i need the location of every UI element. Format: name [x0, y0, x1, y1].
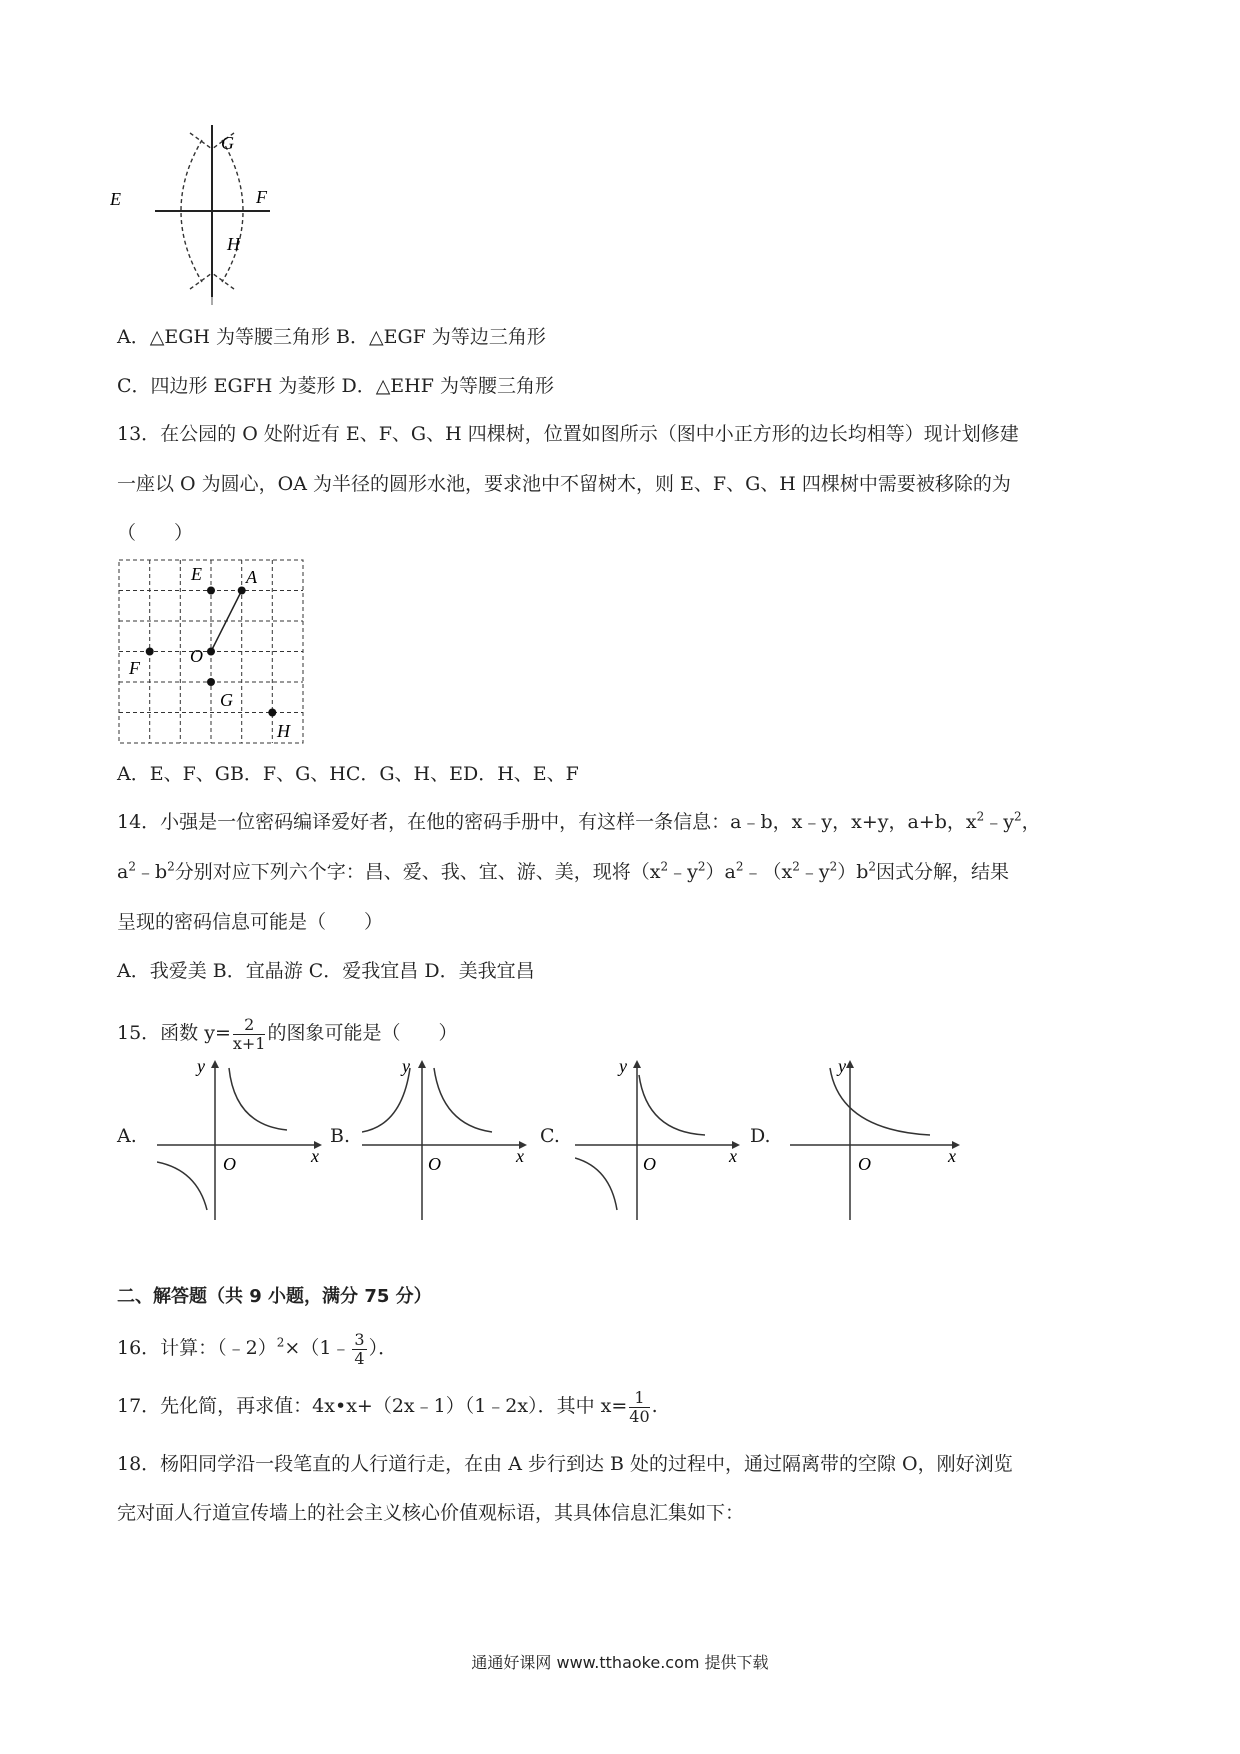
q18-text-2: 完对面人行道宣传墙上的社会主义核心价值观标语，其具体信息汇集如下： [117, 1502, 745, 1524]
q13-text-2: 一座以 O 为圆心，OA 为半径的圆形水池，要求池中不留树木，则 E、F、G、H 四棵树中需要被移除的为 [117, 473, 1011, 495]
point-f [146, 648, 154, 656]
q16-suffix: ）． [368, 1337, 398, 1359]
x-label: x [948, 1146, 956, 1166]
option-label: A. [117, 1125, 137, 1147]
y-label: y [197, 1060, 205, 1076]
q15-text [117, 1010, 458, 1056]
q12-options-1: A．△EGH 为等腰三角形 B．△EGF 为等边三角形 [117, 326, 546, 348]
q14-text-3: 呈现的密码信息可能是（ ） [117, 911, 384, 933]
t: ﹣y [668, 861, 698, 883]
q15-graph-b [330, 1060, 535, 1220]
q17-prefix: 17．先化简，再求值：4x•x+（2x﹣1）（1﹣2x）．其中 x= [117, 1395, 628, 1417]
t: ﹣b [135, 861, 168, 883]
origin-label: O [223, 1154, 236, 1174]
q13-options: A．E、F、GB．F、G、HC．G、H、ED．H、E、F [117, 763, 579, 785]
t: 分别对应下列六个字：昌、爱、我、宜、游、美，现将（x [174, 861, 661, 883]
option-label: B. [330, 1125, 351, 1147]
q14-text-1 [117, 808, 1041, 836]
q14-text-2 [117, 858, 1009, 886]
q12-figure [110, 125, 300, 305]
point-h [268, 709, 276, 717]
sup: 2 [128, 859, 136, 874]
q13-text-3: （ ） [117, 522, 194, 544]
num: 1 [629, 1389, 649, 1408]
origin-label: O [428, 1154, 441, 1174]
sup: 2 [167, 859, 175, 874]
label-e: E [191, 564, 202, 584]
label-e: E [110, 189, 121, 209]
option-label: C. [540, 1125, 560, 1147]
y-label: y [402, 1060, 410, 1076]
q16-text [117, 1325, 397, 1371]
y-label: y [619, 1060, 627, 1076]
sup: 2 [792, 859, 800, 874]
q15-graph-d [750, 1060, 965, 1220]
sup: 2 [660, 859, 669, 874]
sup: 2 [697, 859, 706, 874]
q14-options: A．我爱美 B．宜晶游 C．爱我宜昌 D．美我宜昌 [117, 960, 535, 982]
den: 40 [629, 1406, 650, 1426]
origin-label: O [643, 1154, 656, 1174]
label-f: F [129, 658, 140, 678]
label-h: H [227, 234, 240, 254]
q15-prefix: 15．函数 y= [117, 1022, 231, 1044]
t: ﹣（x [743, 861, 793, 883]
q16-mid: ×（1﹣ [284, 1337, 351, 1359]
q17-suffix: . [651, 1395, 658, 1417]
q14-text-1c: ， [1021, 811, 1041, 833]
sup: 2 [829, 859, 838, 874]
sup: 2 [868, 859, 877, 874]
label-f: F [256, 187, 267, 207]
q14-text-1b: ﹣y [984, 811, 1014, 833]
t: ﹣y [799, 861, 830, 883]
q15-suffix: 的图象可能是（ ） [267, 1022, 458, 1044]
label-a: A [246, 567, 257, 587]
den: x+1 [232, 1033, 266, 1053]
q15-graph-c [540, 1060, 745, 1220]
sup: 2 [1014, 809, 1022, 824]
sup: 2 [276, 1335, 285, 1350]
label-o: O [190, 646, 203, 666]
q15-graph-a [117, 1060, 322, 1220]
point-a [238, 587, 246, 595]
section-heading: 二、解答题（共 9 小题，满分 75 分） [117, 1286, 432, 1307]
num: 2 [233, 1016, 266, 1035]
q14-text-1a: 14．小强是一位密码编译爱好者，在他的密码手册中，有这样一条信息：a﹣b，x﹣y，x+y，a+b，x [117, 811, 977, 833]
q16-prefix: 16．计算：（﹣2） [117, 1337, 277, 1359]
t: a [117, 861, 129, 883]
label-g: G [220, 690, 233, 710]
q13-text-1: 13．在公园的 O 处附近有 E、F、G、H 四棵树，位置如图所示（图中小正方形的边长均相等）现计划修建 [117, 423, 1019, 445]
q12-options-2: C．四边形 EGFH 为菱形 D．△EHF 为等腰三角形 [117, 375, 554, 397]
point-g [207, 678, 215, 686]
origin-label: O [858, 1154, 871, 1174]
point-o [207, 648, 215, 656]
t: 因式分解，结果 [876, 861, 1010, 883]
label-h: H [277, 721, 290, 741]
x-label: x [311, 1146, 319, 1166]
q17-text [117, 1383, 658, 1429]
x-label: x [729, 1146, 737, 1166]
point-e [207, 587, 215, 595]
q17-fraction [629, 1389, 649, 1426]
label-g: G [221, 133, 234, 153]
q16-fraction [352, 1331, 366, 1368]
t: ）a [705, 861, 736, 883]
q15-fraction [233, 1016, 266, 1053]
den: 4 [354, 1348, 365, 1368]
sup: 2 [735, 859, 744, 874]
option-label: D. [750, 1125, 771, 1147]
page-footer: 通通好课网 www.tthaoke.com 提供下载 [471, 1653, 769, 1672]
t: ）b [837, 861, 869, 883]
y-label: y [838, 1060, 846, 1076]
q13-grid-figure [117, 558, 307, 744]
sup: 2 [976, 809, 985, 824]
x-label: x [516, 1146, 524, 1166]
num: 3 [354, 1329, 365, 1349]
q18-text-1: 18．杨阳同学沿一段笔直的人行道行走，在由 A 步行到达 B 处的过程中，通过隔离带的空隙 O，刚好浏览 [117, 1453, 1013, 1475]
